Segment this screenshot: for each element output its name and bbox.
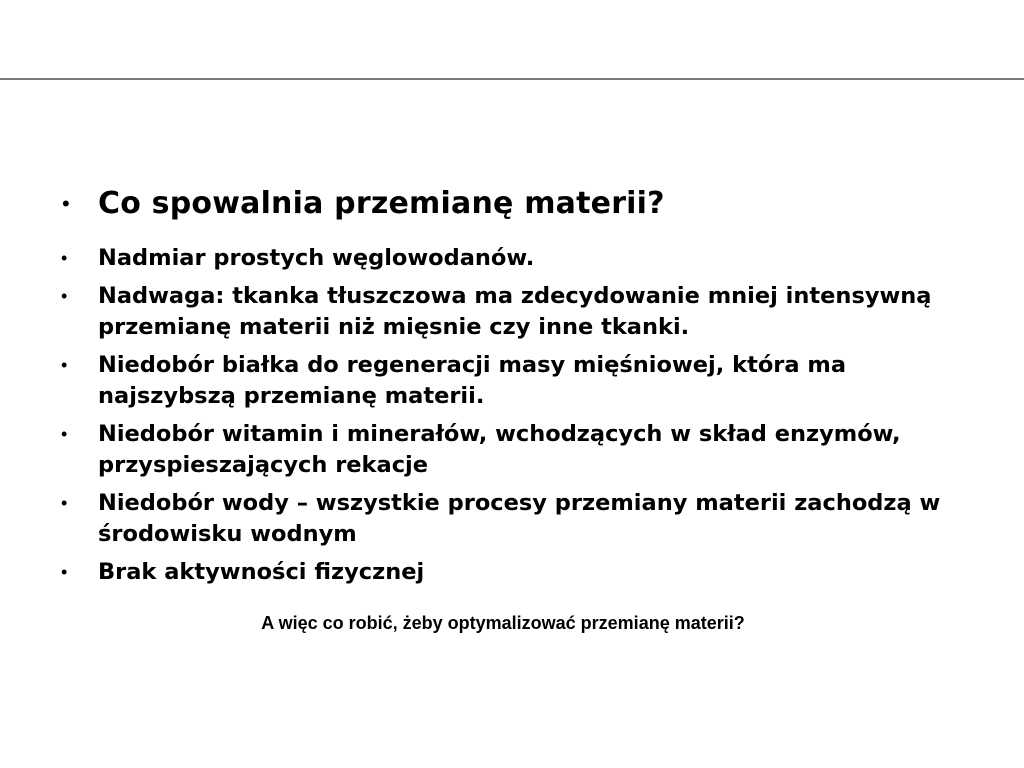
list-item [58, 281, 978, 343]
list-item-text: Niedobór wody – wszystkie procesy przemiany materii zachodzą w środowisku wodnym [98, 490, 941, 547]
list-item-text: Niedobór białka do regeneracji masy mięśniowej, która ma najszybszą przemianę materii. [98, 352, 847, 409]
top-divider-line [0, 78, 1024, 80]
slide-heading: Co spowalnia przemianę materii? [98, 186, 665, 221]
bullet-icon: • [61, 493, 68, 513]
list-item-text: Nadwaga: tkanka tłuszczowa ma zdecydowanie mniej intensywną przemianę materii niż mięsnie czy inne tkanki. [98, 283, 932, 340]
bullet-icon: • [61, 248, 68, 268]
list-item [58, 419, 978, 481]
list-item [58, 557, 978, 588]
bullet-icon: • [62, 191, 70, 216]
footer-question: A więc co robić, żeby optymalizować przemianę materii? [261, 613, 745, 633]
bullet-icon: • [61, 286, 68, 306]
list-item-text: Nadmiar prostych węglowodanów. [98, 245, 535, 271]
bullet-list [58, 183, 978, 595]
list-item [58, 488, 978, 550]
list-item-text: Brak aktywności fizycznej [98, 559, 425, 585]
bullet-icon: • [61, 355, 68, 375]
list-item [58, 243, 978, 274]
bullet-icon: • [61, 424, 68, 444]
heading-bullet [58, 183, 978, 225]
list-item-text: Niedobór witamin i minerałów, wchodzących w skład enzymów, przyspieszających rekacje [98, 421, 901, 478]
list-item [58, 350, 978, 412]
bullet-icon: • [61, 562, 68, 582]
